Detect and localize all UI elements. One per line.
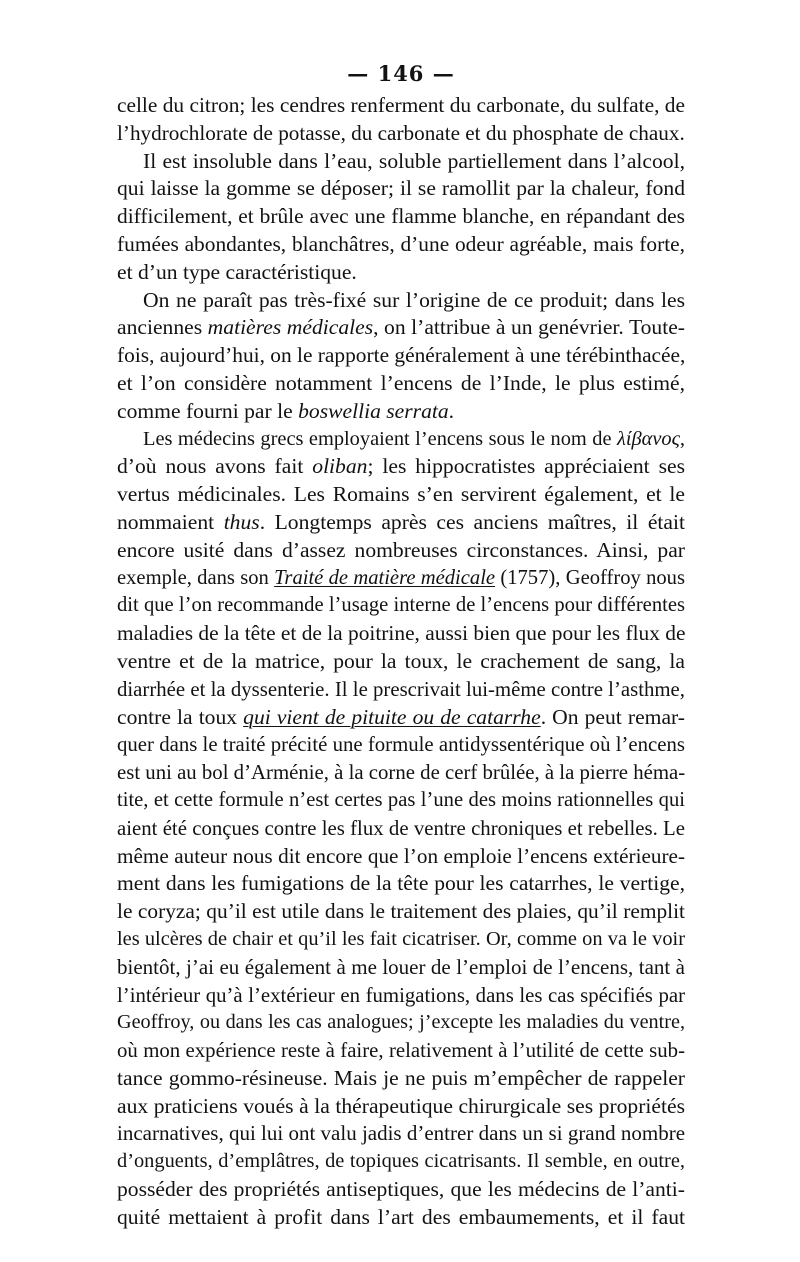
text-line	[117, 342, 685, 370]
text-segment: qui laisse la gomme se déposer; il se ramollit par la chaleur, fond	[117, 176, 685, 201]
text-segment: où mon expérience reste à faire, relativement à l’utilité de cette sub-	[117, 1039, 685, 1063]
text-line	[117, 815, 685, 843]
body-text	[117, 92, 685, 1232]
text-segment: On ne paraît pas très-fixé sur l’origine de ce produit; dans les	[143, 287, 685, 312]
text-segment: dit que l’on recommande l’usage interne de l’encens pour différentes	[117, 594, 685, 617]
text-line	[117, 759, 685, 787]
text-segment: d’où nous avons fait	[117, 454, 313, 479]
text-line	[117, 231, 685, 259]
text-line	[117, 1065, 685, 1093]
text-segment: fumées abondantes, blanchâtres, d’une odeur agréable, mais forte,	[117, 231, 685, 256]
text-segment: tite, et cette formule n’est certes pas l’une des moins rationnelles qui	[117, 788, 685, 811]
text-segment: diarrhée et la dyssenterie. Il le prescrivait lui-même contre l’asthme,	[117, 677, 685, 701]
text-segment: les ulcères de chair et qu’il les fait cicatriser. Or, comme on va le voir	[117, 927, 685, 950]
text-segment: maladies de la tête et de la poitrine, aussi bien que pour les flux de	[117, 621, 686, 646]
text-segment: et d’un type caractéristique.	[117, 259, 357, 284]
text-segment: nommaient	[117, 509, 224, 534]
text-segment: même auteur nous dit encore que l’on emploie l’encens extérieure-	[117, 843, 685, 868]
text-line	[117, 370, 685, 398]
text-line	[117, 1093, 685, 1121]
text-line	[117, 1176, 685, 1204]
text-line	[117, 509, 685, 537]
text-line	[117, 148, 685, 176]
text-line	[117, 453, 685, 481]
italic-text: Traité de matière médicale	[274, 566, 496, 589]
text-segment: exemple, dans son	[117, 566, 275, 589]
text-segment: difficilement, et brûle avec une flamme blanche, en répandant des	[117, 204, 685, 229]
text-segment: ,	[679, 427, 685, 450]
text-segment: Geoffroy, ou dans les cas analogues; j’excepte les maladies du ventre,	[117, 1011, 685, 1034]
text-segment: posséder des propriétés antiseptiques, que les médecins de l’anti-	[117, 1177, 685, 1202]
text-line	[117, 1009, 685, 1037]
text-line	[117, 120, 685, 148]
text-segment: quité mettaient à profit dans l’art des embaumements, et il faut	[117, 1204, 685, 1229]
text-segment: d’onguents, d’emplâtres, de topiques cicatrisants. Il semble, en outre,	[117, 1150, 685, 1173]
text-line	[117, 704, 685, 732]
text-segment: vertus médicinales. Les Romains s’en servirent également, et le	[117, 482, 685, 507]
text-segment: , on l’attribue à un genévrier. Toute-	[373, 315, 685, 340]
text-line	[117, 648, 685, 676]
text-segment: ment dans les fumigations de la tête pour les catarrhes, le vertige,	[117, 871, 685, 896]
text-line	[117, 1037, 685, 1065]
page-number: — 146 —	[347, 61, 455, 86]
text-segment: . On peut remar-	[540, 704, 685, 729]
text-line	[117, 426, 685, 454]
text-line	[117, 398, 685, 426]
text-line	[117, 676, 685, 704]
text-segment: tance gommo-résineuse. Mais je ne puis m’empêcher de rappeler	[117, 1065, 685, 1090]
text-line	[117, 175, 685, 203]
text-segment: le coryza; qu’il est utile dans le traitement des plaies, qu’il remplit	[117, 899, 685, 924]
text-segment: .	[448, 398, 455, 423]
text-line	[117, 314, 685, 342]
text-segment: aux praticiens voués à la thérapeutique chirurgicale ses propriétés	[117, 1093, 685, 1118]
text-line	[117, 898, 685, 926]
italic-text: λίβανος	[617, 427, 680, 450]
text-segment: ventre et de la matrice, pour la toux, le crachement de sang, la	[117, 648, 685, 673]
text-line	[117, 287, 685, 315]
text-segment: quer dans le traité précité une formule antidyssentérique où l’encens	[117, 733, 685, 757]
text-segment: l’intérieur qu’à l’extérieur en fumigations, dans les cas spécifiés par	[117, 983, 685, 1007]
italic-text: oliban	[312, 454, 368, 479]
text-line	[117, 203, 685, 231]
text-line	[117, 731, 685, 759]
text-line	[117, 787, 685, 815]
text-segment: Les médecins grecs employaient l’encens sous le nom de	[143, 427, 618, 450]
text-line	[117, 1204, 685, 1232]
text-segment: Il est insoluble dans l’eau, soluble partiellement dans l’alcool,	[143, 148, 685, 173]
text-segment: contre la toux	[117, 704, 244, 729]
book-page	[117, 56, 685, 1232]
text-line	[117, 954, 685, 982]
italic-text: thus	[223, 509, 260, 534]
text-line	[117, 565, 685, 593]
text-segment: et l’on considère notamment l’encens de l’Inde, le plus estimé,	[117, 370, 685, 395]
text-line	[117, 92, 685, 120]
text-line	[117, 982, 685, 1010]
text-segment: encore usité dans d’assez nombreuses circonstances. Ainsi, par	[117, 537, 685, 562]
text-line	[117, 870, 685, 898]
text-segment: comme fourni par le	[117, 398, 299, 423]
text-line	[117, 537, 685, 565]
text-segment: anciennes	[117, 315, 208, 340]
text-segment: incarnatives, qui lui ont valu jadis d’entrer dans un si grand nombre	[117, 1121, 686, 1146]
text-segment: (1757), Geoffroy nous	[495, 566, 685, 589]
text-segment: aient été conçues contre les flux de ventre chroniques et rebelles. Le	[117, 816, 685, 840]
text-segment: est uni au bol d’Arménie, à la corne de cerf brûlée, à la pierre héma-	[117, 761, 686, 785]
text-line	[117, 1120, 685, 1148]
text-line	[117, 926, 685, 954]
italic-text: matières médicales	[207, 315, 374, 340]
text-segment: celle du citron; les cendres renferment du carbonate, du sulfate, de	[117, 93, 685, 117]
text-segment: fois, aujourd’hui, on le rapporte généralement à une térébinthacée,	[117, 343, 686, 368]
text-line	[117, 620, 685, 648]
text-line	[117, 481, 685, 509]
text-segment: bientôt, j’ai eu également à me louer de l’emploi de l’encens, tant à	[117, 954, 685, 979]
italic-text: boswellia serrata	[298, 398, 449, 423]
text-segment: . Longtemps après ces anciens maîtres, il était	[259, 509, 685, 534]
text-line	[117, 843, 685, 871]
text-line	[117, 259, 685, 287]
text-line	[117, 1148, 685, 1176]
italic-text: qui vient de pituite ou de catarrhe	[243, 704, 541, 729]
text-segment: l’hydrochlorate de potasse, du carbonate et du phosphate de chaux.	[117, 120, 685, 145]
text-line	[117, 592, 685, 620]
text-segment: ; les hippocratistes appréciaient ses	[367, 454, 685, 479]
